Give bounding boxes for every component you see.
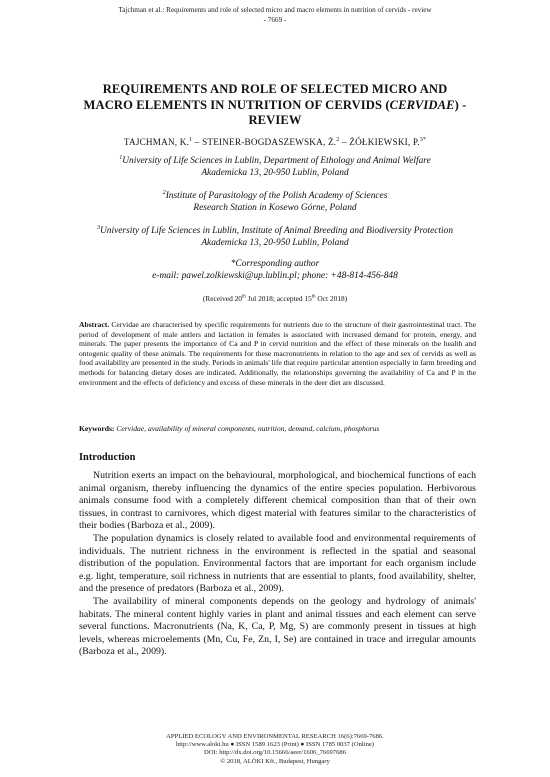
title-line-1: REQUIREMENTS AND ROLE OF SELECTED MICRO AND (102, 82, 448, 96)
author-list: TAJCHMAN, K.$^1$ – STEINER-BOGDASZEWSKA, Ż.$^2$ – ŻÓŁKIEWSKI, P.$^{3*}$ (123, 136, 427, 147)
section-heading-introduction: Introduction (79, 452, 136, 463)
paragraph: Nutrition exerts an impact on the behavioural, morphological, and biochemical functions of each animal organism, thereby influencing the dynamics of the entire species population. Herbivorous animals consume food with a completely different chemical composition than that of their own tissues, in contrast to carnivores, which digest material with features similar to the characteristics of their bodies (Barboza et al., 2009). (79, 470, 476, 532)
abstract-label: Abstract. (79, 320, 110, 329)
footer-copyright: © 2018, ALÖKI Kft., Budapest, Hungary (220, 757, 330, 765)
keywords-text: Cervidae, availability of mineral components, nutrition, demand, calcium, phosphorus (114, 424, 380, 433)
corresponding-author (60, 258, 490, 283)
affiliation-2: $^2$Institute of Parasitology of the Polish Academy of Sciences Research Station in Kosewo Górne, Poland (162, 189, 388, 214)
footer-journal: APPLIED ECOLOGY AND ENVIRONMENTAL RESEARCH 16(6):7669-7686. (166, 733, 384, 740)
affiliation-1: $^1$University of Life Sciences in Lublin, Department of Ethology and Animal Welfare Akademicka 13, 20-950 Lublin, Poland (119, 154, 431, 179)
page-footer (0, 733, 550, 766)
corresponding-contact[interactable]: e-mail: pawel.zolkiewski@up.lublin.pl; phone: +48-814-456-848 (152, 271, 398, 282)
abstract (79, 320, 476, 387)
received-dates: (Received 20th Jul 2018; accepted 15th Oct 2018) (202, 294, 348, 303)
page-number: - 7669 - (263, 16, 287, 24)
introduction-body (79, 470, 476, 659)
paper-title (60, 82, 490, 129)
paragraph: The population dynamics is closely related to available food and environmental requirements of individuals. The nutrient richness in the environment is reflected in the spatial and seasonal distribution of the population. Environmental factors that are important for each organism include e.g. light, temperature, soil richness in nutrients that are essential to plants, food availability, shelter, and the presence of predators (Barboza et al., 2009). (79, 532, 476, 595)
corresponding-label: *Corresponding author (230, 259, 320, 269)
title-line-2: MACRO ELEMENTS IN NUTRITION OF CERVIDS (CERVIDAE) - (83, 97, 467, 112)
abstract-text: Cervidae are characterised by specific requirements for nutrients due to the structure of their gastrointestinal tract. The period of development of male antlers and lactation in females is associated with increased demand for protein, energy, and minerals. The paper presents the importance of Ca and P in cervid nutrition and the effect of these minerals on the health and ontogenic quality of these animals. The requirements for these macronutrients in relation to the age and sex of cervids as well as food availability are presented in the study. Periods in animals' life that require particular attention especially in farm breeding and methods for balancing dietary doses are indicated. Additionally, the relationships governing the availability of Ca and P in the environment and the effects of deficiency and excess of these minerals in the deer diet are discussed. (79, 320, 476, 387)
title-line-3: REVIEW (248, 113, 302, 127)
footer-doi[interactable]: DOI: http://dx.doi.org/10.15666/aeer/1606_76697686 (204, 749, 346, 757)
keywords (79, 424, 476, 434)
affiliation-3: $^3$University of Life Sciences in Lublin, Institute of Animal Breeding and Biodiversity Protection Akademicka 13, 20-950 Lublin, Poland (96, 224, 454, 249)
keywords-label: Keywords: (79, 424, 115, 433)
running-title: Tajchman et al.: Requirements and role of selected micro and macro elements in nutrition of cervids - review (118, 6, 432, 14)
footer-issn[interactable]: http://www.aloki.hu ● ISSN 1589 1623 (Print) ● ISSN 1785 0037 (Online) (175, 741, 375, 749)
paragraph: The availability of mineral components depends on the geology and hydrology of animals' habitats. The mineral content highly varies in plant and animal tissues and each element can serve several functions. Macronutrients (Na, K, Ca, P, Mg, S) are commonly present in tissues at high levels, whereas microelements (Mn, Cu, Fe, Zn, I, Se) are contained in trace and irregular amounts (Barboza et al., 2009). (79, 595, 476, 658)
